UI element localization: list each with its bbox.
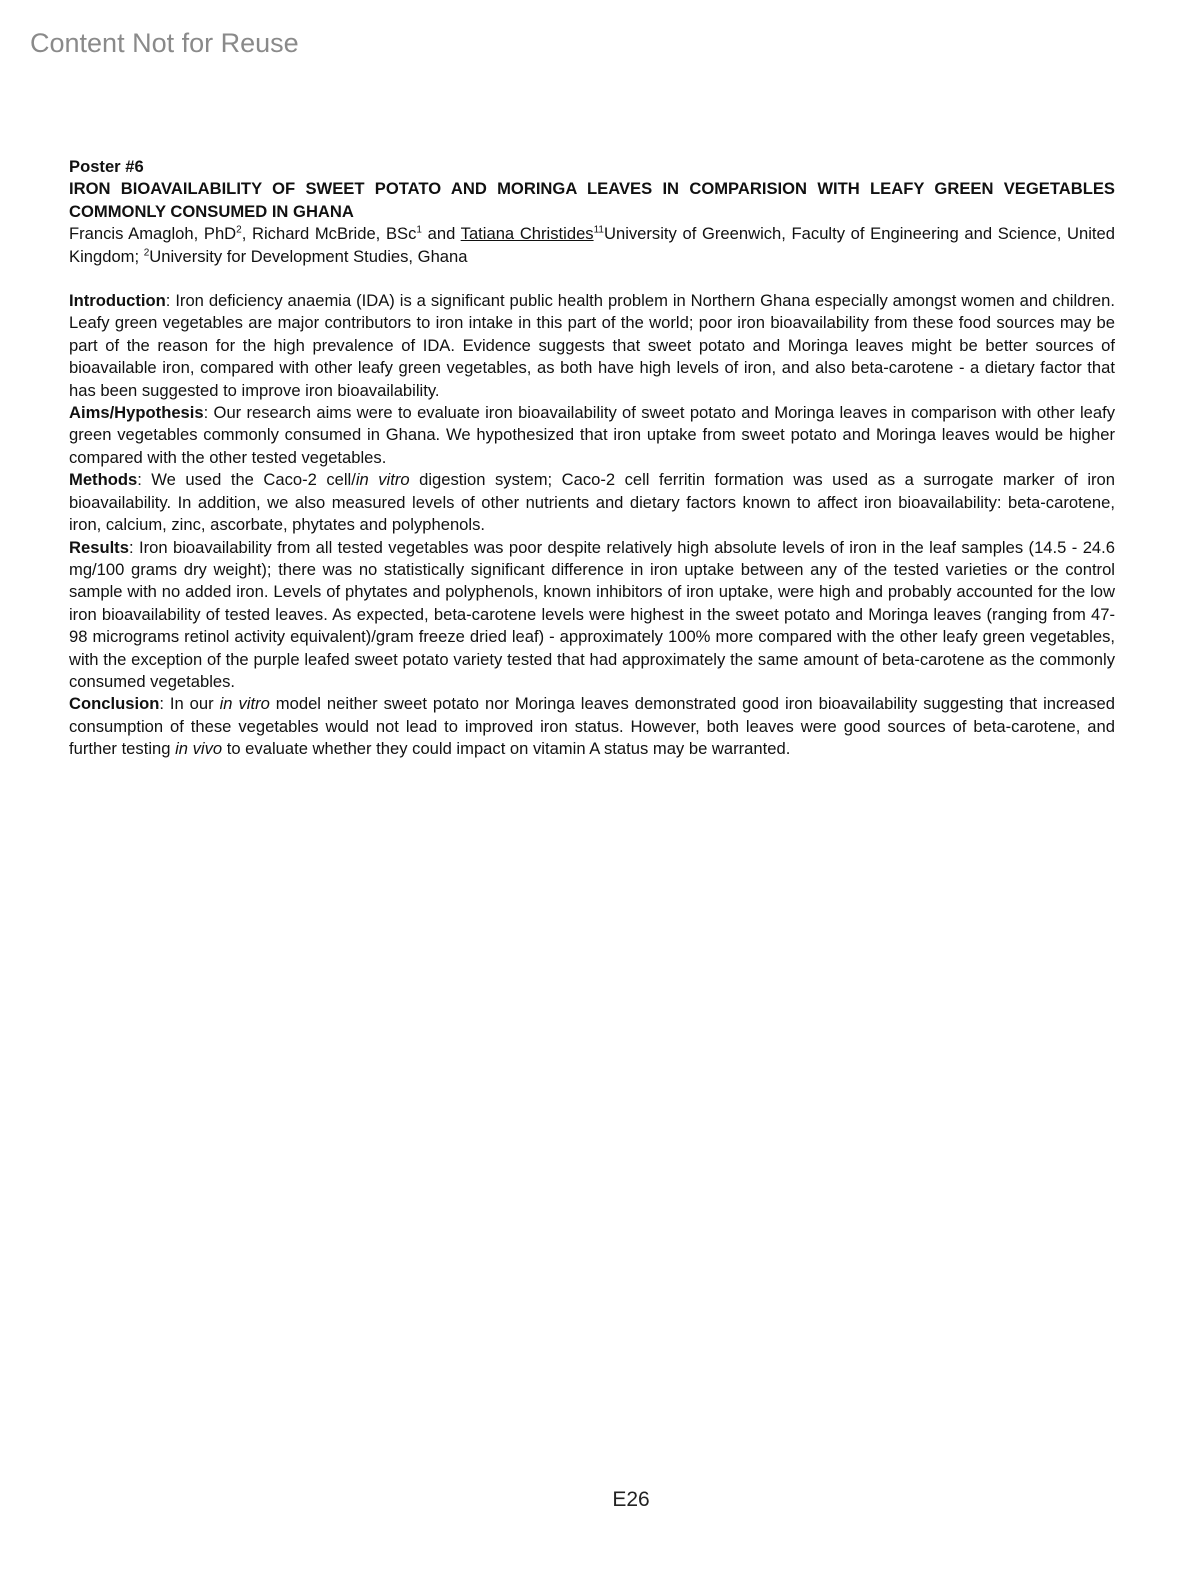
author-2-affiliation-mark: 1: [416, 224, 422, 236]
author-line: [69, 223, 1115, 268]
results-text: : Iron bioavailability from all tested vegetables was poor despite relatively high absolute levels of iron in the leaf samples (14.5 - 24.6 mg/100 grams dry weight); there was no statistically significant difference in iron uptake between any of the tested varieties or the control sample with no added iron. Levels of phytates and polyphenols, known inhibitors of iron uptake, were high and probably accounted for the low iron bioavailability of tested leaves. As expected, beta-carotene levels were highest in the sweet potato and Moringa leaves (ranging from 47-98 micrograms retinol activity equivalent)/gram freeze dried leaf) - approximately 100% more compared with the other leafy green vegetables, with the exception of the purple leafed sweet potato variety tested that had approximately the same amount of beta-carotene as the commonly consumed vegetables.: [69, 537, 1115, 691]
affiliation-1: University of Greenwich, Faculty of Engineering and Science, United Kingdom;: [69, 224, 1115, 266]
conclusion-text-1: : In our: [159, 694, 220, 714]
conclusion-text-2: model neither sweet potato nor Moringa leaves demonstrated good iron bioavailability suggesting that increased consumption of these vegetables would not lead to improved iron status. However, both leaves were good sources of beta-carotene, and further testing: [69, 694, 1116, 759]
affiliation-2-mark: 2: [143, 247, 150, 259]
aims-text: : Our research aims were to evaluate iron bioavailability of sweet potato and Moringa leaves in comparison with other leafy green vegetables commonly consumed in Ghana. We hypothesized that iron uptake from sweet potato and Moringa leaves would be higher compared with the other tested vegetables.: [69, 403, 1115, 467]
abstract-title: IRON BIOAVAILABILITY OF SWEET POTATO AND MORINGA LEAVES IN COMPARISION WITH LEAFY GREEN VEGETABLES COMMONLY CONSUMED IN GHANA: [69, 179, 1115, 221]
methods-heading: Methods: [69, 470, 138, 490]
author-conjunction: and: [421, 224, 461, 244]
conclusion-italic-2: in vivo: [175, 739, 223, 759]
author-3-affiliation-mark: 11: [593, 224, 604, 236]
methods-text-1: : We used the Caco-2 cell/: [137, 470, 356, 490]
conclusion-heading: Conclusion: [69, 694, 160, 714]
page-number: E26: [612, 1488, 650, 1511]
author-1-affiliation-mark: 2: [236, 224, 242, 236]
watermark-text: Content Not for Reuse: [30, 28, 299, 58]
author-1: Francis Amagloh, PhD: [69, 224, 237, 244]
introduction-heading: Introduction: [69, 291, 166, 311]
aims-paragraph: [69, 402, 1115, 469]
aims-heading: Aims/Hypothesis: [69, 403, 204, 423]
conclusion-text-3: to evaluate whether they could impact on vitamin A status may be warranted.: [222, 739, 791, 759]
presenting-author: Tatiana Christides: [460, 224, 594, 244]
author-2: , Richard McBride, BSc: [241, 224, 417, 244]
conclusion-paragraph: [69, 693, 1115, 760]
introduction-text: : Iron deficiency anaemia (IDA) is a significant public health problem in Northern Ghana especially amongst women and children. Leafy green vegetables are major contributors to iron intake in this part of the world; poor iron bioavailability from these food sources may be part of the reason for the high prevalence of IDA. Evidence suggests that sweet potato and Moringa leaves might be better sources of bioavailable iron, compared with other leafy green vegetables, as both have high levels of iron, and also beta-carotene - a dietary factor that has been suggested to improve iron bioavailability.: [69, 291, 1115, 400]
results-heading: Results: [69, 537, 129, 557]
methods-text-2: digestion system; Caco-2 cell ferritin formation was used as a surrogate marker of iron bioavailability. In addition, we also measured levels of other nutrients and dietary factors known to affect iron bioavailability: beta-carotene, iron, calcium, zinc, ascorbate, phytates and polyphenols.: [69, 470, 1116, 535]
results-paragraph: [69, 537, 1115, 694]
methods-paragraph: [69, 469, 1115, 536]
conclusion-italic-1: in vitro: [219, 694, 270, 714]
abstract-body: [69, 156, 1115, 761]
section-spacer: [69, 268, 1115, 290]
poster-number: Poster #6: [69, 157, 144, 176]
methods-italic: in vitro: [355, 470, 410, 490]
affiliation-2: University for Development Studies, Ghana: [149, 246, 468, 266]
introduction-paragraph: [69, 290, 1115, 402]
